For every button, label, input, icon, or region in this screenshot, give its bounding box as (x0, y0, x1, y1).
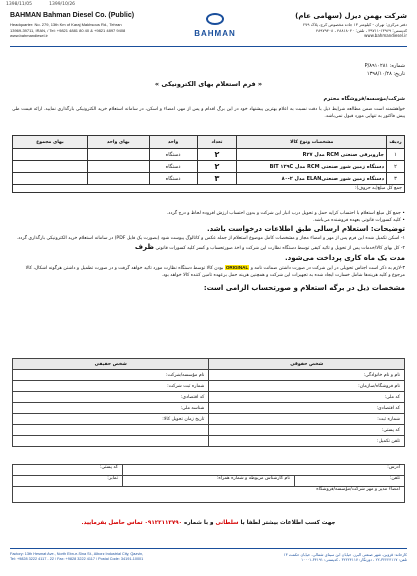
greeting: شرکت/مؤسسه/فروشگاه محترم (323, 96, 405, 102)
table-row: تلفن: نام کارشناس مربوطه و شماره همراه: تمابر: (13, 476, 405, 487)
footer-fa: کارخانه: قزوین، شهر صنعتی البرز، خیابان ابن سینای شمالی، خیابان حکمت ۱۳ تلفن: ۳۲۲۲۴۱۱۷-۲۲ ، دورنگار: ۳۲۲۲۴۱۱۷ ، کدپستی: ۳۴۱۹۱-۱۰۰۰۱ (283, 552, 407, 562)
seller-info-table (12, 358, 405, 447)
footer-divider (10, 548, 407, 549)
address-fa: دفتر مرکزی: تهران - کیلومتر ۱۳ جاده مخصوص کرج، پلاک ۲۷۹ کدپستی: ۱۳۹۶۹-۳۹۷۱۱ ، تلفن: ۴۸۸۱۸۰۴۰ ، ۴۸۹۷۹۴۰۸ www.bahmandiesel.ir (303, 22, 407, 38)
col-header-qty: تعداد (197, 136, 237, 149)
total-price-cell[interactable] (13, 173, 88, 185)
table-row: آدرس: کد پستی: (13, 465, 405, 476)
unit-price-cell[interactable] (87, 173, 149, 185)
explanations-heading: توضیحات: استعلام ارسالی طبق اطلاعات درخواست باشد. (206, 225, 405, 233)
table-row: شماره ثبت: تاریخ زمان تحویل کالا: (13, 414, 405, 425)
col-header-row: ردیف (387, 136, 405, 149)
total-row (13, 185, 405, 193)
logo-icon (206, 13, 224, 25)
unit-price-cell[interactable] (87, 161, 149, 173)
col-header-unit-price: بهای واحد (87, 136, 149, 149)
contact-name: سلطانی (215, 520, 239, 526)
clause-2: ۲- کل بهای کالا/خدمات پس از تحویل و تائید کیفی توسط دستگاه نظارت این شرکت و اخذ صورتحساب و کسر کلیه کسورات قانونی ظرف (134, 243, 405, 251)
clause-3: ۳-لازم به ذکر است اجناس تحویلی در این شرکت در صورت داشتن ضمانت نامه و ORIGINAL بودن کالا توسط دستگاه نظارت مورد تائید خواهد گرفت و در صورت تطمیل و داشتن هرگونه اشکال، کالا مرجوع و کلیه هزینه‌ها شامل خسارت ایجاد شده به تجهیزات این شرکت و همچنین هزینه حمل برعهده تامین کننده کالا خواهد بود. (25, 265, 405, 278)
contact-info-table (12, 464, 405, 503)
table-row: ۳ دستگاه زمین شور صنعتیELAN مدل ۲-۸۰ ۳ دستگاه (13, 173, 405, 185)
company-name-fa: شرکت بهمن دیزل (سهامی عام) (295, 12, 407, 20)
unit-price-cell[interactable] (87, 149, 149, 161)
footer-en: Factory: 13th Hesmat Ave., North Ebn-e-Sina St., Alborz Industrial City, Qazvin, Tel: +9828 3222 4117 - 22 / Fax: +9828 3222 4117 / Postal Code: 34191-10001 (10, 552, 144, 561)
company-logo (180, 10, 250, 38)
contact-phone: ۰۹۱۲۲۱۱۳۷۹۰ (144, 520, 183, 526)
table-row: ۲ دستگاه زمین شور صنعتی RCM مدل BIT ۱۲۹C ۲ دستگاه (13, 161, 405, 173)
table-row: کد پستی: (13, 425, 405, 436)
company-name-en: BAHMAN Bahman Diesel Co. (Public) (10, 12, 135, 19)
form-title: « فرم استعلام بهای الکترونیکی » (154, 80, 263, 88)
signature-cell[interactable]: امضاء مدیر و مهر شرکت/مؤسسه/فروشگاه (13, 487, 405, 503)
logo-text: BAHMAN (194, 29, 236, 38)
items-table (12, 135, 405, 193)
original-highlight: ORIGINAL (225, 265, 249, 270)
address-en: Headquarter: No. 279, 13th Km of Karaj Makhsous Rd., Tehran 13969-39711, IRAN, / Tel: +9821 4881 80 40 & +9821 4897 9408 www.bahmandiesel.ir (10, 22, 126, 38)
timestamp-right: 1399/10/26 (49, 2, 76, 7)
notes-block (12, 210, 405, 294)
reference-block: شماره: P/۸۹۱۰۲۸۱ تاریخ: ۱۳۹۸/۱۰/۲۸ (364, 63, 405, 77)
intro-paragraph: خواهشمند است ضمن مطالعه شرایط ذیل با دقت نسبت به اعلام بهترین پیشنهاد خود در این برگ اقدام و پس از مهر، امضاء و اسکن، در سامانه استعلام خرید الکترونیکی بارگذاری نمایید. ارائه قیمت طی پیش فاکتور به تنهایی مورد قبول نمی‌باشد. (12, 107, 405, 119)
note-2: • کلیه کسورات قانونی بعهده فروشنده می‌باشد. (313, 218, 405, 223)
table-row (13, 487, 405, 503)
note-1: • جمع کل مبلغ استعلام با احتساب کرایه حمل و تحویل درب انبار این شرکت و بدون احتساب ارزش افزوده لحاظ و درج گردد. (166, 211, 405, 216)
total-price-cell[interactable] (13, 161, 88, 173)
table-row: نام فروشگاه/سازمان: شماره ثبت شرکت: (13, 381, 405, 392)
table-row: کد اقتصادی: شناسه ملی: (13, 403, 405, 414)
reference-number: P/۸۹۱۰۲۸۱ (364, 63, 389, 69)
payment-heading: مدت یک ماه کاری پرداخت می‌شود. (284, 254, 405, 262)
table-row: ۱ جاروبرقی صنعتی RCM مدل R۲۷ ۲ دستگاه (13, 149, 405, 161)
table-row: تلفن تکمیل: (13, 436, 405, 447)
col-header-total: بهای مجموع (13, 136, 88, 149)
print-timestamps (6, 2, 75, 7)
timestamp-left: 1398/11/05 (6, 2, 32, 7)
contact-line: جهت کسب اطلاعات بیشتر لطفا با سلطانی و با شماره ۰۹۱۲۲۱۱۳۷۹۰ تماس حاصل بفرمایید. (81, 520, 336, 526)
clause-1: ۱- اسکن تکمیل شده این فرم پس از مهر و امضاء مجاز و مشخصات کامل موضوع استعلام از جمله عکس و کاتالوگ پیوست شود (بصورت یک فایل PDF) در سامانه استعلام خرید الکترونیکی بارگذاری گردد. (16, 236, 405, 241)
header-divider (10, 46, 407, 47)
total-in-words[interactable]: جمع کل مبلغ(به حروف): (13, 185, 405, 193)
table-row: نام و نام خانوادگی: نام مؤسسه/شرکت: (13, 370, 405, 381)
total-price-cell[interactable] (13, 149, 88, 161)
col-natural: شخص حقیقی (13, 359, 209, 370)
table-row: کد ملی: کد اقتصادی: (13, 392, 405, 403)
letterhead (10, 8, 407, 42)
seller-heading: مشخصات ذیل در برگه استعلام و صورتحساب الزامی است: (203, 284, 405, 292)
col-header-desc: مشخصات ونوع کالا (237, 136, 387, 149)
reference-date: ۱۳۹۸/۱۰/۲۸ (366, 71, 392, 77)
col-header-unit: واحد (149, 136, 197, 149)
col-legal: شخص حقوقی (209, 359, 405, 370)
